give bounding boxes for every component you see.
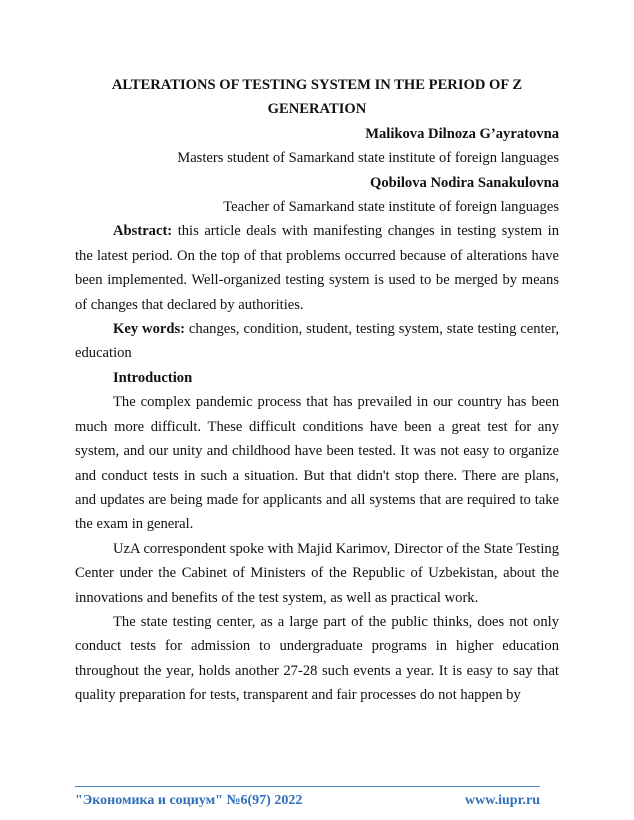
footer-divider (75, 786, 540, 787)
footer-journal: "Экономика и социум" №6(97) 2022 (75, 793, 303, 808)
abstract-label: Abstract: (113, 223, 173, 240)
introduction-heading: Introduction (113, 369, 193, 386)
body-paragraph-2: UzA correspondent spoke with Majid Karimov, Director of the State Testing Center under the Cabinet of Ministers of the Republic of Uzbekistan, about the innovations and benefits of the test system, as well as practical work. (75, 540, 559, 606)
body-paragraph-3: The state testing center, as a large part of the public thinks, does not only conduct tests for admission to undergraduate programs in higher education throughout the year, holds another 27-28 such events a year. It is easy to say that quality preparation for tests, transparent and fair processes do not happen by (75, 613, 559, 704)
keywords-label: Key words: (113, 321, 186, 338)
body-paragraph-1: The complex pandemic process that has prevailed in our country has been much more difficult. These difficult conditions have been a great test for any system, and our unity and childhood have been tested. It was not easy to organize and conduct tests in such a situation. But that didn't stop there. There are plans, and updates are being made for applicants and all systems that are required to take the exam in general. (75, 394, 559, 533)
article-title: ALTERATIONS OF TESTING SYSTEM IN THE PERIOD OF Z GENERATION (111, 77, 523, 118)
footer-website: www.iupr.ru (465, 793, 540, 808)
author-affiliation-2: Teacher of Samarkand state institute of foreign languages (223, 199, 559, 216)
abstract-text: this article deals with manifesting changes in testing system in the latest period. On the top of that problems occurred because of alterations have been implemented. Well-organized testing system is used to be merged by means of changes that declared by authorities. (75, 223, 559, 313)
abstract (75, 219, 559, 317)
keywords (75, 317, 559, 366)
author-name-1: Malikova Dilnoza G’ayratovna (365, 125, 559, 142)
author-affiliation-1: Masters student of Samarkand state institute of foreign languages (177, 150, 559, 167)
author-name-2: Qobilova Nodira Sanakulovna (370, 174, 559, 191)
keywords-text: changes, condition, student, testing system, state testing center, education (75, 321, 559, 362)
page-footer (75, 792, 540, 810)
article-page (75, 70, 559, 708)
